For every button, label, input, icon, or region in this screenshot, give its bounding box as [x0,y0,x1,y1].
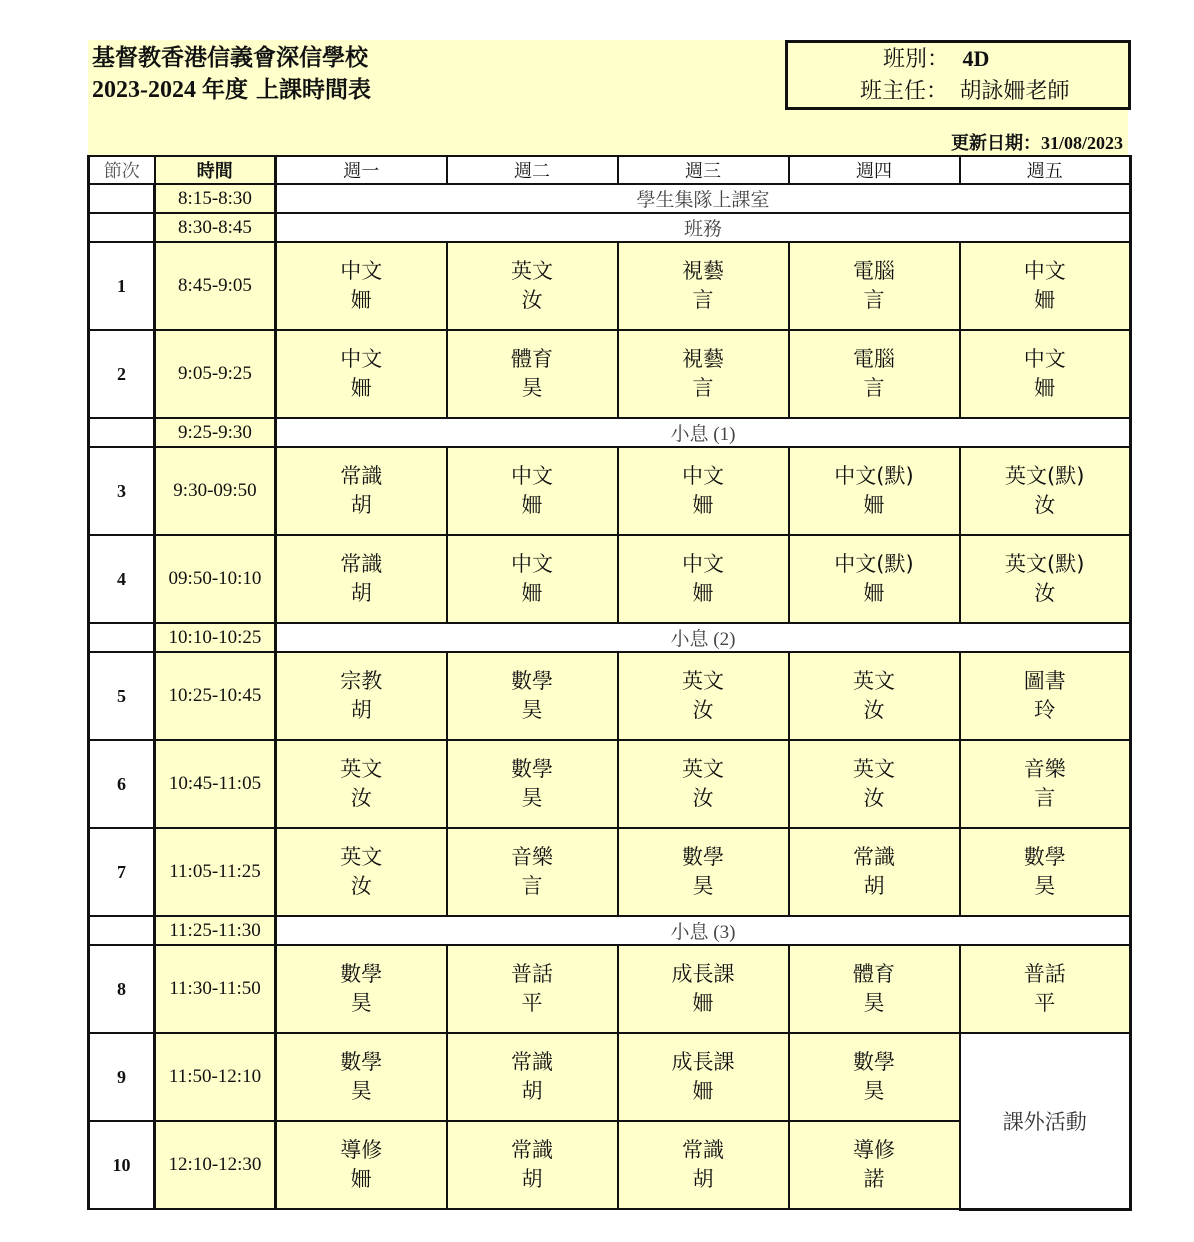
teacher: 胡 [521,1079,543,1103]
lesson-cell [276,1033,447,1121]
teacher: 胡 [692,1167,714,1191]
period-row-1 [89,242,1131,330]
break-row-2 [89,623,1131,652]
subject: 普話 [1023,962,1066,986]
time-slot: 10:10-10:25 [155,623,276,652]
subject: 英文 [340,757,383,781]
teacher: 姍 [1034,288,1056,312]
teacher: 姍 [350,376,372,400]
class-label: 班別： [883,47,950,72]
teacher: 汝 [1034,581,1056,605]
update-date [951,132,1123,155]
subject: 中文 [682,552,724,576]
period-number-empty [89,418,155,447]
school-name: 基督教香港信義會深信學校 [92,45,368,71]
subject: 數學 [511,757,553,781]
lesson-cell [618,242,789,330]
update-date-label: 更新日期： [950,133,1041,154]
subject: 英文 [340,845,383,869]
subject: 電腦 [853,347,895,371]
lesson-cell [618,945,789,1033]
period-number: 9 [89,1033,155,1121]
teacher: 胡 [521,1167,543,1191]
time-slot: 11:50-12:10 [155,1033,276,1121]
lesson-cell [960,242,1131,330]
teacher: 姍 [521,493,543,517]
time-slot: 11:30-11:50 [155,945,276,1033]
lesson-cell [789,330,960,418]
subject: 成長課 [671,962,735,986]
subject: 中文(默) [834,552,914,576]
time-slot: 9:30-09:50 [155,447,276,535]
subject: 體育 [511,347,553,371]
teacher: 汝 [863,786,885,810]
lesson-cell [447,330,618,418]
period-number: 7 [89,828,155,916]
update-date-value: 31/08/2023 [1040,133,1123,153]
period-row-2 [89,330,1131,418]
col-header-thu: 週四 [789,156,960,184]
subject: 英文(默) [1005,552,1085,576]
lesson-cell [276,652,447,740]
teacher: 姍 [1034,376,1056,400]
period-row-7 [89,828,1131,916]
teacher: 昊 [521,698,543,722]
lesson-cell [618,1121,789,1209]
teacher: 言 [1034,786,1056,810]
class-line [883,45,989,74]
lesson-cell [447,740,618,828]
lesson-cell [276,945,447,1033]
lesson-cell [618,535,789,623]
teacher-label: 班主任： [860,79,949,104]
subject: 英文 [682,757,724,781]
lesson-cell [789,447,960,535]
subject: 常識 [511,1138,553,1162]
break-row-3 [89,916,1131,945]
teacher: 姍 [692,581,714,605]
period-row-4 [89,535,1131,623]
subject: 數學 [511,669,553,693]
subject: 英文 [853,669,895,693]
timetable [87,155,1132,1211]
lesson-cell [618,447,789,535]
subject: 常識 [853,845,895,869]
subject: 中文 [340,347,383,371]
lesson-cell [618,828,789,916]
subject: 體育 [853,962,895,986]
teacher: 言 [521,874,543,898]
break-row-3-label: 小息 (3) [276,916,1131,945]
teacher: 汝 [1034,493,1056,517]
lesson-cell [618,330,789,418]
subject: 數學 [1023,845,1066,869]
extracurricular-activities: 課外活動 [960,1033,1131,1209]
lesson-cell [447,1033,618,1121]
time-slot: 11:25-11:30 [155,916,276,945]
time-slot: 11:05-11:25 [155,828,276,916]
teacher: 昊 [692,874,714,898]
lesson-cell [789,740,960,828]
period-row-6 [89,740,1131,828]
teacher: 昊 [521,786,543,810]
time-slot: 9:25-9:30 [155,418,276,447]
time-slot: 09:50-10:10 [155,535,276,623]
class-affairs-row-label: 班務 [276,213,1131,242]
lesson-cell [789,1121,960,1209]
lesson-cell [960,652,1131,740]
teacher: 姍 [692,1079,714,1103]
teacher: 汝 [350,874,372,898]
lesson-cell [789,652,960,740]
lesson-cell [447,652,618,740]
teacher: 胡 [350,698,372,722]
period-row-8 [89,945,1131,1033]
lesson-cell [276,740,447,828]
teacher: 言 [692,288,714,312]
teacher: 昊 [1034,874,1056,898]
subject: 英文 [853,757,895,781]
time-slot: 8:30-8:45 [155,213,276,242]
teacher: 汝 [350,786,372,810]
assembly-row [89,184,1131,213]
lesson-cell [960,945,1131,1033]
col-header-fri: 週五 [960,156,1131,184]
period-row-9 [89,1033,1131,1121]
teacher: 昊 [863,1079,885,1103]
teacher: 姍 [350,1167,372,1191]
teacher: 昊 [350,991,372,1015]
lesson-cell [618,1033,789,1121]
class-value: 4D [962,46,990,71]
subject: 中文 [1023,347,1066,371]
subject: 英文 [511,259,553,283]
subject: 導修 [853,1138,895,1162]
period-row-3 [89,447,1131,535]
lesson-cell [960,535,1131,623]
lesson-cell [447,828,618,916]
teacher: 胡 [350,493,372,517]
lesson-cell [960,447,1131,535]
col-header-time: 時間 [155,156,276,184]
subject: 普話 [511,962,553,986]
lesson-cell [276,242,447,330]
period-number-empty [89,213,155,242]
time-slot: 10:45-11:05 [155,740,276,828]
timetable-title [92,74,371,106]
col-header-mon: 週一 [276,156,447,184]
teacher: 姍 [863,581,885,605]
time-slot: 12:10-12:30 [155,1121,276,1209]
period-number: 8 [89,945,155,1033]
assembly-row-label: 學生集隊上課室 [276,184,1131,213]
period-number: 1 [89,242,155,330]
subject: 電腦 [853,259,895,283]
lesson-cell [789,945,960,1033]
teacher: 汝 [863,698,885,722]
break-row-1-label: 小息 (1) [276,418,1131,447]
teacher: 玲 [1034,698,1056,722]
lesson-cell [618,652,789,740]
subject: 成長課 [671,1050,735,1074]
time-slot: 9:05-9:25 [155,330,276,418]
subject: 常識 [682,1138,724,1162]
teacher: 姍 [692,493,714,517]
teacher: 姍 [863,493,885,517]
subject: 中文(默) [834,464,914,488]
teacher: 昊 [863,991,885,1015]
lesson-cell [960,828,1131,916]
subject: 視藝 [682,347,724,371]
year-range: 2023-2024 [92,77,196,103]
time-slot: 10:25-10:45 [155,652,276,740]
teacher: 汝 [692,786,714,810]
period-number: 3 [89,447,155,535]
class-affairs-row [89,213,1131,242]
subject: 數學 [853,1050,895,1074]
subject: 中文 [511,552,553,576]
lesson-cell [960,330,1131,418]
subject: 常識 [511,1050,553,1074]
subject: 中文 [511,464,553,488]
teacher: 言 [863,376,885,400]
period-number-empty [89,184,155,213]
col-header-wed: 週三 [618,156,789,184]
subject: 數學 [340,962,383,986]
subject: 英文 [682,669,724,693]
lesson-cell [447,945,618,1033]
period-number: 5 [89,652,155,740]
teacher: 胡 [863,874,885,898]
lesson-cell [447,447,618,535]
subject: 音樂 [1023,757,1066,781]
time-slot: 8:45-9:05 [155,242,276,330]
lesson-cell [447,1121,618,1209]
subject: 音樂 [511,845,553,869]
col-header-period: 節次 [89,156,155,184]
period-number: 4 [89,535,155,623]
lesson-cell [276,1121,447,1209]
teacher: 昊 [521,376,543,400]
lesson-cell [447,242,618,330]
lesson-cell [618,740,789,828]
teacher: 汝 [521,288,543,312]
teacher: 平 [1034,991,1056,1015]
teacher-line [860,77,1070,106]
lesson-cell [276,535,447,623]
subject: 常識 [340,464,383,488]
time-slot: 8:15-8:30 [155,184,276,213]
subject: 視藝 [682,259,724,283]
period-row-5 [89,652,1131,740]
teacher-value: 胡詠姍老師 [959,79,1070,104]
teacher: 姍 [521,581,543,605]
teacher: 言 [863,288,885,312]
lesson-cell [276,447,447,535]
subject: 中文 [682,464,724,488]
lesson-cell [789,828,960,916]
timetable-title-text: 年度 上課時間表 [202,77,372,103]
lesson-cell [789,535,960,623]
teacher: 平 [521,991,543,1015]
header-row [89,156,1131,184]
subject: 中文 [340,259,383,283]
subject: 常識 [340,552,383,576]
subject: 宗教 [340,669,383,693]
lesson-cell [276,330,447,418]
period-number: 10 [89,1121,155,1209]
lesson-cell [789,1033,960,1121]
subject: 英文(默) [1005,464,1085,488]
period-number: 2 [89,330,155,418]
break-row-2-label: 小息 (2) [276,623,1131,652]
col-header-tue: 週二 [447,156,618,184]
lesson-cell [447,535,618,623]
subject: 數學 [340,1050,383,1074]
teacher: 胡 [350,581,372,605]
teacher: 言 [692,376,714,400]
period-number-empty [89,623,155,652]
lesson-cell [789,242,960,330]
lesson-cell [276,828,447,916]
teacher: 姍 [350,288,372,312]
teacher: 姍 [692,991,714,1015]
subject: 數學 [682,845,724,869]
period-number-empty [89,916,155,945]
teacher: 汝 [692,698,714,722]
class-info-box [785,40,1131,110]
subject: 中文 [1023,259,1066,283]
teacher: 昊 [350,1079,372,1103]
lesson-cell [960,740,1131,828]
period-number: 6 [89,740,155,828]
break-row-1 [89,418,1131,447]
subject: 圖書 [1023,669,1066,693]
subject: 導修 [340,1138,383,1162]
teacher: 諾 [863,1167,885,1191]
